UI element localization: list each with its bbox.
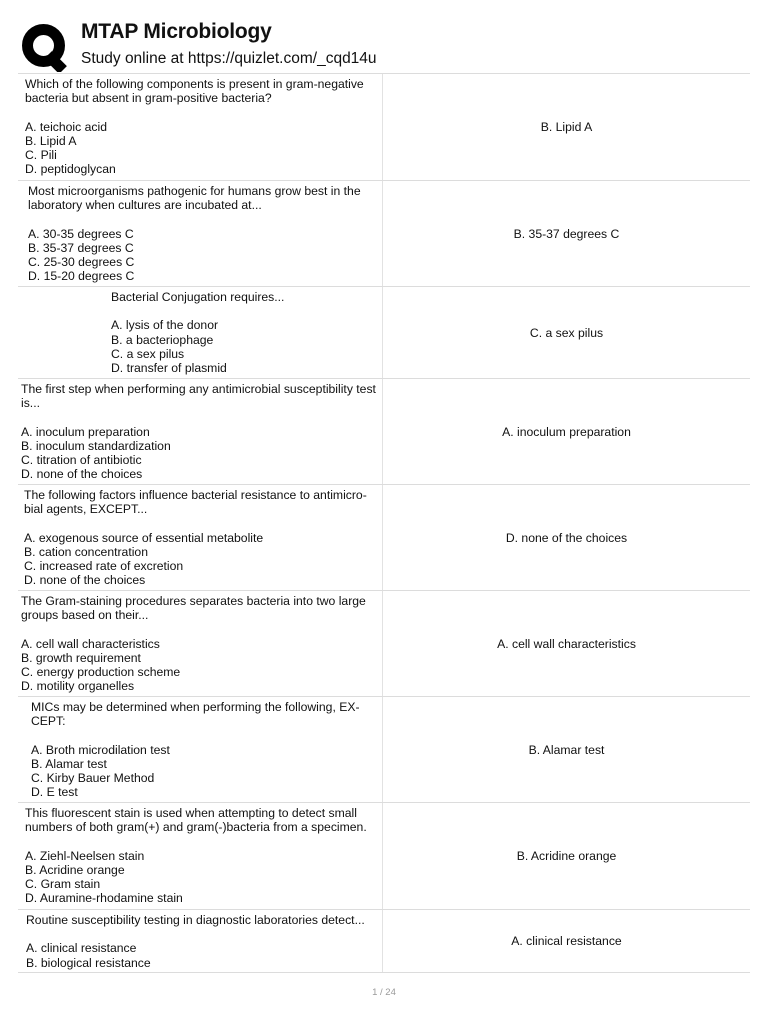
flashcard-row: [18, 697, 750, 803]
study-link-text: Study online at https://quizlet.com/_cqd14u: [81, 50, 377, 67]
flashcard-row: [18, 181, 750, 287]
card-answer: B. Alamar test: [528, 742, 605, 757]
flashcard-row: [18, 910, 750, 973]
card-question: The first step when performing any antimicrobial susceptibility test is... A. inoculum preparation B. inoculum standardization C. titration of antibiotic D. none of the choices: [18, 379, 383, 484]
quizlet-logo-icon: [20, 22, 70, 72]
card-answer: D. none of the choices: [505, 530, 628, 545]
flashcard-row: [18, 485, 750, 591]
card-answer: A. cell wall characteristics: [497, 636, 636, 651]
flashcard-row: [18, 74, 750, 181]
card-answer: B. 35-37 degrees C: [513, 226, 620, 241]
flashcard-row: [18, 803, 750, 910]
flashcard-table: [18, 73, 750, 973]
flashcard-row: [18, 287, 750, 379]
card-answer: A. clinical resistance: [511, 934, 622, 948]
card-question: Bacterial Conjugation requires... A. lysis of the donor B. a bacteriophage C. a sex pilus D. transfer of plasmid: [18, 287, 383, 378]
card-question: The following factors influence bacterial resistance to antimicro- bial agents, EXCEPT... A. exogenous source of essential metabolite B. cation concentration C. increased rate of excretion D. none of the choices: [18, 485, 383, 590]
flashcard-row: [18, 591, 750, 697]
card-question: Most microorganisms pathogenic for humans grow best in the laboratory when cultures are incubated at... A. 30-35 degrees C B. 35-37 degrees C C. 25-30 degrees C D. 15-20 degrees C: [18, 181, 383, 286]
card-answer: B. Acridine orange: [516, 849, 617, 863]
flashcard-row: [18, 379, 750, 485]
card-answer: C. a sex pilus: [529, 325, 604, 340]
card-question: MICs may be determined when performing the following, EX- CEPT: A. Broth microdilation test B. Alamar test C. Kirby Bauer Method D. E test: [18, 697, 383, 802]
card-question: Routine susceptibility testing in diagnostic laboratories detect... A. clinical resistance B. biological resistance: [18, 910, 383, 972]
card-answer: B. Lipid A: [540, 120, 593, 134]
page-header: [20, 16, 750, 72]
page-title: MTAP Microbiology: [81, 20, 272, 43]
page-indicator: 1 / 24: [372, 987, 396, 998]
card-question: This fluorescent stain is used when attempting to detect small numbers of both gram(+) and gram(-)bacteria from a specimen. A. Ziehl-Neelsen stain B. Acridine orange C. Gram stain D. Auramine-rhodamine stain: [18, 803, 383, 909]
card-question: Which of the following components is present in gram-negative bacteria but absent in gram-positive bacteria? A. teichoic acid B. Lipid A C. Pili D. peptidoglycan: [18, 74, 383, 180]
card-answer: A. inoculum preparation: [502, 424, 631, 439]
card-question: The Gram-staining procedures separates bacteria into two large groups based on their... A. cell wall characteristics B. growth requirement C. energy production scheme D. motility organelles: [18, 591, 383, 696]
